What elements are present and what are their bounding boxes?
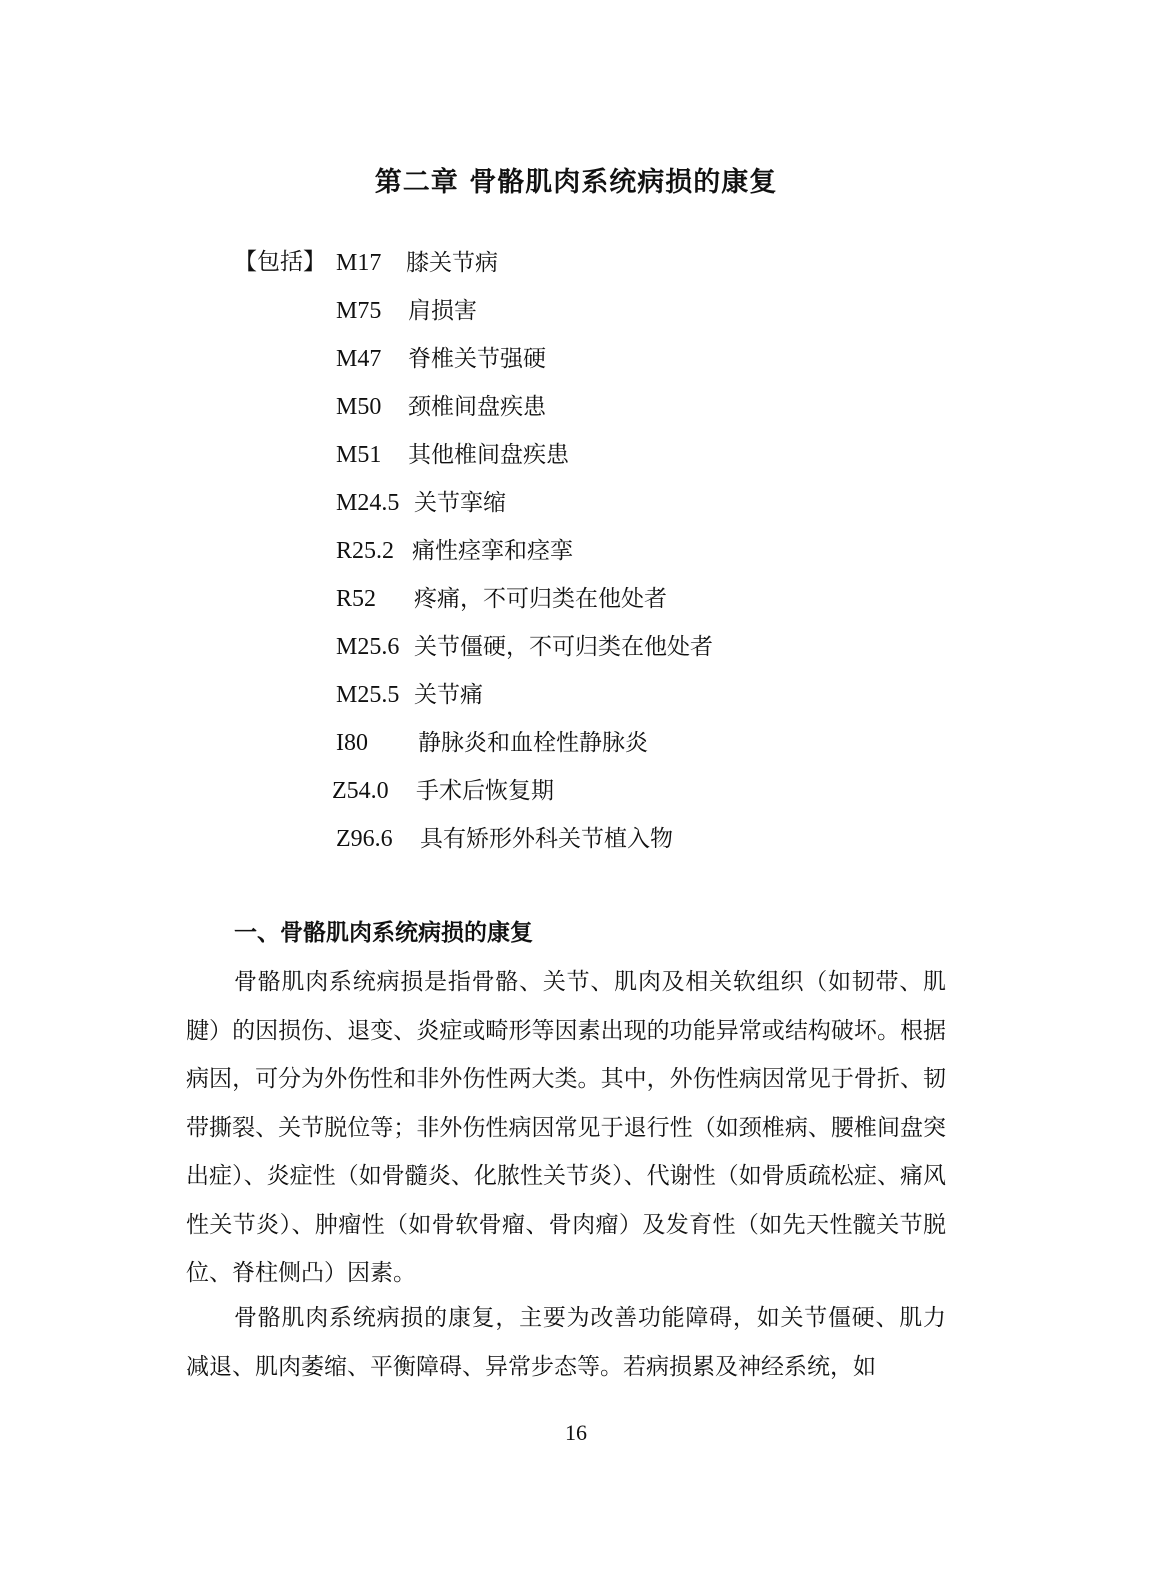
chapter-title: 第二章 骨骼肌肉系统病损的康复 bbox=[374, 167, 778, 198]
list-item bbox=[336, 488, 506, 518]
list-item bbox=[336, 248, 498, 278]
include-label: 【包括】 bbox=[234, 249, 326, 275]
diagnosis-description: 颈椎间盘疾患 bbox=[408, 394, 546, 420]
diagnosis-description: 肩损害 bbox=[408, 298, 477, 324]
list-item bbox=[336, 536, 573, 566]
list-item bbox=[336, 344, 546, 374]
diagnosis-description: 疼痛，不可归类在他处者 bbox=[414, 586, 667, 612]
diagnosis-description: 静脉炎和血栓性静脉炎 bbox=[418, 730, 648, 756]
body-paragraph: 骨骼肌肉系统病损的康复，主要为改善功能障碍，如关节僵硬、肌力减退、肌肉萎缩、平衡障碍、异常步态等。若病损累及神经系统，如 bbox=[186, 1305, 946, 1380]
diagnosis-code: M24.5 bbox=[336, 490, 400, 516]
diagnosis-description: 关节挛缩 bbox=[414, 490, 506, 516]
diagnosis-description: 痛性痉挛和痉挛 bbox=[412, 538, 573, 564]
diagnosis-code: M17 bbox=[336, 250, 382, 276]
diagnosis-description: 脊椎关节强硬 bbox=[408, 346, 546, 372]
diagnosis-code: Z96.6 bbox=[336, 826, 393, 852]
section-heading: 一、骨骼肌肉系统病损的康复 bbox=[234, 920, 533, 946]
diagnosis-description: 其他椎间盘疾患 bbox=[408, 442, 569, 468]
diagnosis-code: M75 bbox=[336, 298, 382, 324]
list-item bbox=[336, 824, 673, 854]
diagnosis-description: 手术后恢复期 bbox=[416, 778, 554, 804]
list-item bbox=[336, 680, 483, 710]
diagnosis-description: 膝关节病 bbox=[406, 250, 498, 276]
diagnosis-code: I80 bbox=[336, 730, 368, 756]
body-paragraph: 骨骼肌肉系统病损是指骨骼、关节、肌肉及相关软组织（如韧带、肌腱）的因损伤、退变、炎症或畸形等因素出现的功能异常或结构破坏。根据病因，可分为外伤性和非外伤性两大类。其中，外伤性病因常见于骨折、韧带撕裂、关节脱位等；非外伤性病因常见于退行性（如颈椎病、腰椎间盘突出症）、炎症性（如骨髓炎、化脓性关节炎）、代谢性（如骨质疏松症、痛风性关节炎）、肿瘤性（如骨软骨瘤、骨肉瘤）及发育性（如先天性髋关节脱位、脊柱侧凸）因素。 bbox=[186, 969, 946, 1286]
diagnosis-code: M47 bbox=[336, 346, 382, 372]
diagnosis-description: 关节僵硬，不可归类在他处者 bbox=[414, 634, 713, 660]
list-item bbox=[336, 296, 477, 326]
diagnosis-code: R52 bbox=[336, 586, 377, 612]
diagnosis-code: M25.5 bbox=[336, 682, 400, 708]
list-item bbox=[332, 776, 554, 806]
page-number: 16 bbox=[565, 1420, 587, 1445]
diagnosis-description: 具有矫形外科关节植入物 bbox=[420, 826, 673, 852]
diagnosis-code: Z54.0 bbox=[332, 778, 389, 804]
list-item bbox=[336, 728, 648, 758]
list-item bbox=[336, 632, 713, 662]
diagnosis-code: R25.2 bbox=[336, 538, 395, 564]
diagnosis-code: M51 bbox=[336, 442, 382, 468]
diagnosis-code: M50 bbox=[336, 394, 382, 420]
list-item bbox=[336, 440, 569, 470]
list-item bbox=[336, 584, 667, 614]
diagnosis-description: 关节痛 bbox=[414, 682, 483, 708]
list-item bbox=[336, 392, 546, 422]
diagnosis-code: M25.6 bbox=[336, 634, 400, 660]
